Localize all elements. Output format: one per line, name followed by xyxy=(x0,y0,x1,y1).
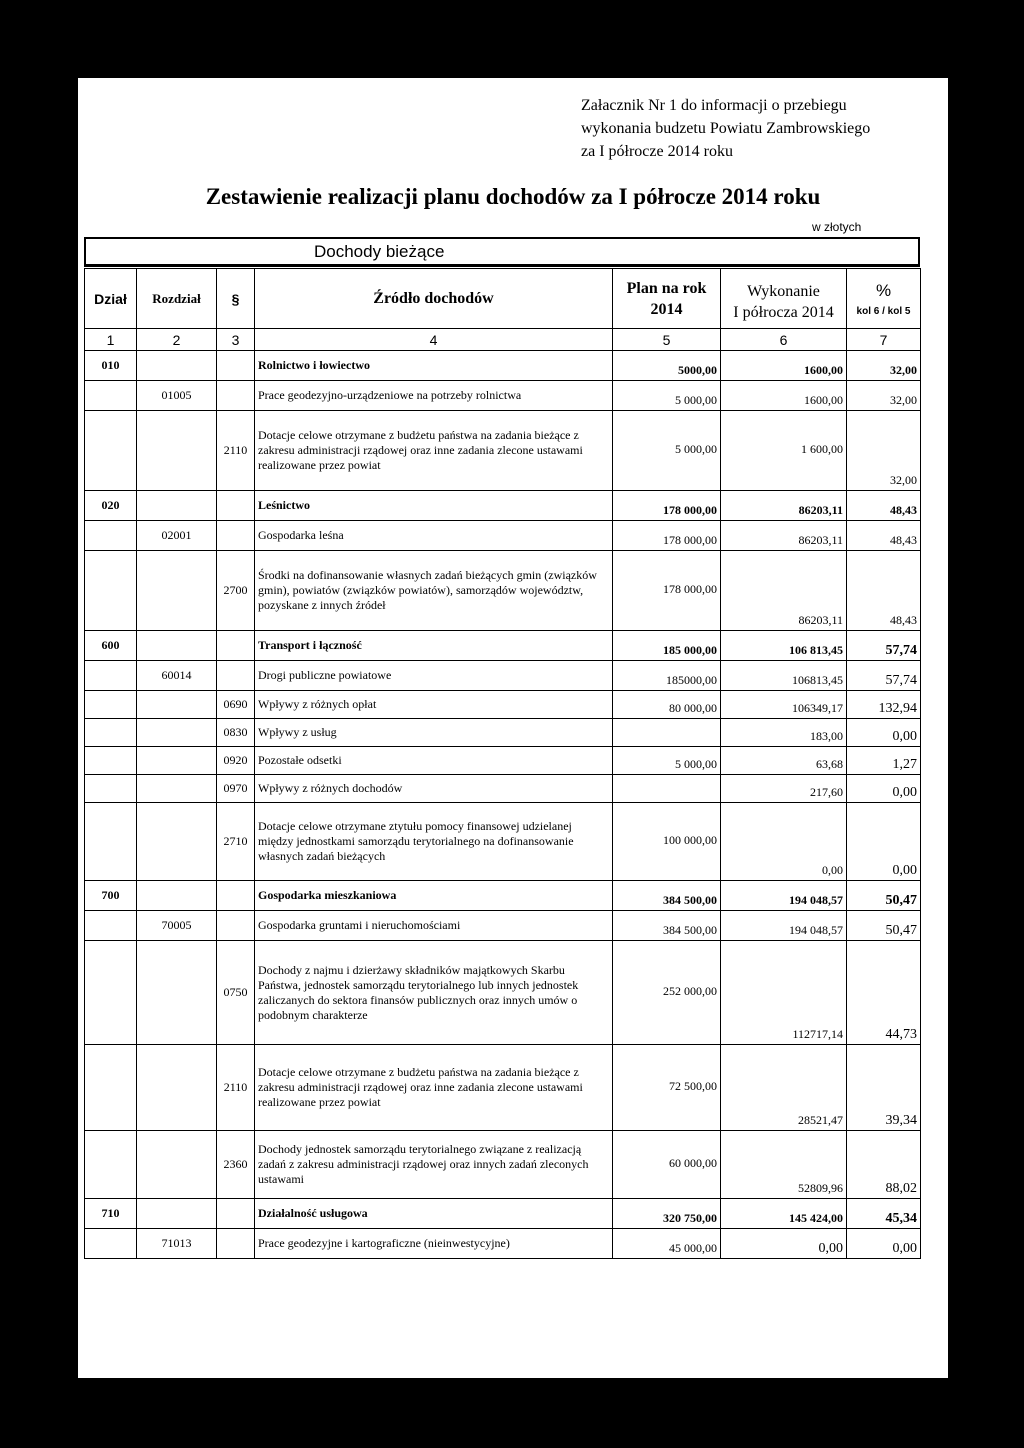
table-row xyxy=(85,351,921,381)
cell-percent: 39,34 xyxy=(847,1045,921,1131)
cell-plan xyxy=(613,775,721,803)
table-row xyxy=(85,775,921,803)
cell-source: Drogi publiczne powiatowe xyxy=(255,661,613,691)
col-header-plan-line1: Plan na rok xyxy=(626,279,707,297)
col-number: 1 xyxy=(85,329,137,351)
table-row xyxy=(85,941,921,1045)
cell-dzial: 710 xyxy=(85,1199,137,1229)
cell-plan: 5 000,00 xyxy=(613,747,721,775)
table-row xyxy=(85,803,921,881)
cell-source: Rolnictwo i łowiectwo xyxy=(255,351,613,381)
table-row xyxy=(85,1199,921,1229)
attachment-line-2: wykonania budzetu Powiatu Zambrowskiego xyxy=(581,120,871,137)
cell-execution: 28521,47 xyxy=(721,1045,847,1131)
col-header-percent-sign: % xyxy=(875,280,892,300)
cell-plan: 80 000,00 xyxy=(613,691,721,719)
cell-percent: 48,43 xyxy=(847,551,921,631)
table-row xyxy=(85,911,921,941)
cell-plan: 178 000,00 xyxy=(613,521,721,551)
cell-percent: 1,27 xyxy=(847,747,921,775)
cell-percent: 50,47 xyxy=(847,881,921,911)
cell-execution: 86203,11 xyxy=(721,521,847,551)
cell-execution: 112717,14 xyxy=(721,941,847,1045)
table-row xyxy=(85,747,921,775)
cell-percent: 0,00 xyxy=(847,775,921,803)
cell-plan: 5000,00 xyxy=(613,351,721,381)
cell-dzial: 010 xyxy=(85,351,137,381)
cell-execution: 183,00 xyxy=(721,719,847,747)
cell-execution: 106813,45 xyxy=(721,661,847,691)
cell-rozdzial: 60014 xyxy=(137,661,217,691)
cell-plan: 5 000,00 xyxy=(613,381,721,411)
table-row xyxy=(85,411,921,491)
cell-percent: 48,43 xyxy=(847,491,921,521)
table-row xyxy=(85,691,921,719)
header-row xyxy=(85,269,921,329)
cell-source: Dochody jednostek samorządu terytorialnego związane z realizacją zadań z zakresu administracji rządowej oraz innych zadań zleconych ustawami xyxy=(255,1131,613,1199)
table-row xyxy=(85,631,921,661)
cell-percent: 50,47 xyxy=(847,911,921,941)
cell-percent: 132,94 xyxy=(847,691,921,719)
cell-dzial: 700 xyxy=(85,881,137,911)
cell-execution: 86203,11 xyxy=(721,551,847,631)
cell-execution: 1 600,00 xyxy=(721,411,847,491)
cell-source: Dochody z najmu i dzierżawy składników majątkowych Skarbu Państwa, jednostek samorządu terytorialnego lub innych jednostek zaliczanych do sektora finansów publicznych oraz innych umów o podobnym charakterze xyxy=(255,941,613,1045)
cell-source: Dotacje celowe otrzymane ztytułu pomocy finansowej udzielanej między jednostkami samorządu terytorialnego na dofinansowanie własnych zadań bieżących xyxy=(255,803,613,881)
cell-paragraph: 0750 xyxy=(217,941,255,1045)
cell-execution: 1600,00 xyxy=(721,381,847,411)
cell-source: Wpływy z różnych opłat xyxy=(255,691,613,719)
cell-execution: 194 048,57 xyxy=(721,911,847,941)
cell-paragraph: 2110 xyxy=(217,411,255,491)
table-row xyxy=(85,1229,921,1259)
cell-execution: 0,00 xyxy=(721,1229,847,1259)
table-row xyxy=(85,719,921,747)
cell-source: Transport i łączność xyxy=(255,631,613,661)
cell-source: Środki na dofinansowanie własnych zadań bieżących gmin (związków gmin), powiatów (związków powiatów), samorządów województw, pozyskane z innych źródeł xyxy=(255,551,613,631)
cell-rozdzial: 70005 xyxy=(137,911,217,941)
cell-plan: 185000,00 xyxy=(613,661,721,691)
cell-paragraph: 0970 xyxy=(217,775,255,803)
col-header-percent-sub: kol 6 / kol 5 xyxy=(856,305,911,317)
cell-source: Dotacje celowe otrzymane z budżetu państwa na zadania bieżące z zakresu administracji rządowej oraz inne zadania zlecone ustawami realizowane przez powiat xyxy=(255,1045,613,1131)
unit-note: w złotych xyxy=(812,220,862,234)
cell-plan: 384 500,00 xyxy=(613,881,721,911)
col-header-rozdzial: Rozdział xyxy=(137,269,217,329)
section-title: Dochody bieżące xyxy=(314,242,445,261)
cell-plan: 384 500,00 xyxy=(613,911,721,941)
cell-percent: 44,73 xyxy=(847,941,921,1045)
cell-percent: 0,00 xyxy=(847,719,921,747)
col-number: 2 xyxy=(137,329,217,351)
table-row xyxy=(85,521,921,551)
cell-execution: 63,68 xyxy=(721,747,847,775)
col-header-dzial: Dział xyxy=(85,269,137,329)
cell-plan: 100 000,00 xyxy=(613,803,721,881)
col-number: 7 xyxy=(847,329,921,351)
cell-rozdzial: 01005 xyxy=(137,381,217,411)
cell-rozdzial: 71013 xyxy=(137,1229,217,1259)
cell-source: Gospodarka leśna xyxy=(255,521,613,551)
col-header-execution-line1: Wykonanie xyxy=(747,282,820,300)
cell-plan: 178 000,00 xyxy=(613,491,721,521)
cell-percent: 32,00 xyxy=(847,381,921,411)
attachment-note xyxy=(581,94,870,163)
cell-percent: 48,43 xyxy=(847,521,921,551)
col-number: 4 xyxy=(255,329,613,351)
cell-source: Wpływy z usług xyxy=(255,719,613,747)
cell-execution: 86203,11 xyxy=(721,491,847,521)
cell-paragraph: 0920 xyxy=(217,747,255,775)
col-header-plan xyxy=(613,269,721,329)
cell-paragraph: 2360 xyxy=(217,1131,255,1199)
section-header xyxy=(84,237,920,267)
cell-paragraph: 2710 xyxy=(217,803,255,881)
cell-source: Prace geodezyjno-urządzeniowe na potrzeby rolnictwa xyxy=(255,381,613,411)
cell-dzial: 600 xyxy=(85,631,137,661)
cell-percent: 57,74 xyxy=(847,661,921,691)
cell-paragraph: 0830 xyxy=(217,719,255,747)
cell-plan: 60 000,00 xyxy=(613,1131,721,1199)
cell-source: Prace geodezyjne i kartograficzne (nieinwestycyjne) xyxy=(255,1229,613,1259)
cell-percent: 32,00 xyxy=(847,411,921,491)
table-row xyxy=(85,661,921,691)
table-row xyxy=(85,1045,921,1131)
col-number: 5 xyxy=(613,329,721,351)
cell-source: Gospodarka gruntami i nieruchomościami xyxy=(255,911,613,941)
cell-source: Pozostałe odsetki xyxy=(255,747,613,775)
cell-source: Gospodarka mieszkaniowa xyxy=(255,881,613,911)
cell-percent: 32,00 xyxy=(847,351,921,381)
col-number: 3 xyxy=(217,329,255,351)
table-row xyxy=(85,551,921,631)
cell-execution: 106349,17 xyxy=(721,691,847,719)
cell-paragraph: 0690 xyxy=(217,691,255,719)
cell-plan: 72 500,00 xyxy=(613,1045,721,1131)
attachment-line-1: Załacznik Nr 1 do informacji o przebiegu xyxy=(581,97,847,114)
cell-execution: 145 424,00 xyxy=(721,1199,847,1229)
col-header-execution xyxy=(721,269,847,329)
cell-percent: 0,00 xyxy=(847,1229,921,1259)
cell-plan: 320 750,00 xyxy=(613,1199,721,1229)
attachment-line-3: za I półrocze 2014 roku xyxy=(581,143,733,160)
cell-percent: 88,02 xyxy=(847,1131,921,1199)
table-row xyxy=(85,381,921,411)
cell-percent: 0,00 xyxy=(847,803,921,881)
cell-source: Wpływy z różnych dochodów xyxy=(255,775,613,803)
col-header-paragraph: § xyxy=(217,269,255,329)
cell-execution: 217,60 xyxy=(721,775,847,803)
col-header-plan-line2: 2014 xyxy=(650,300,683,318)
cell-execution: 106 813,45 xyxy=(721,631,847,661)
table-row xyxy=(85,1131,921,1199)
col-header-source: Źródło dochodów xyxy=(255,269,613,329)
cell-percent: 45,34 xyxy=(847,1199,921,1229)
column-number-row xyxy=(85,329,921,351)
cell-percent: 57,74 xyxy=(847,631,921,661)
cell-plan xyxy=(613,719,721,747)
col-header-percent xyxy=(847,269,921,329)
table-row xyxy=(85,491,921,521)
cell-source: Dotacje celowe otrzymane z budżetu państwa na zadania bieżące z zakresu administracji rządowej oraz inne zadania zlecone ustawami realizowane przez powiat xyxy=(255,411,613,491)
cell-source: Działalność usługowa xyxy=(255,1199,613,1229)
cell-rozdzial: 02001 xyxy=(137,521,217,551)
cell-execution: 0,00 xyxy=(721,803,847,881)
cell-plan: 45 000,00 xyxy=(613,1229,721,1259)
table-row xyxy=(85,881,921,911)
col-header-execution-line2: I półrocza 2014 xyxy=(733,303,834,321)
cell-plan: 185 000,00 xyxy=(613,631,721,661)
cell-plan: 5 000,00 xyxy=(613,411,721,491)
cell-execution: 1600,00 xyxy=(721,351,847,381)
cell-dzial: 020 xyxy=(85,491,137,521)
cell-paragraph: 2110 xyxy=(217,1045,255,1131)
income-table xyxy=(84,268,921,1259)
cell-execution: 194 048,57 xyxy=(721,881,847,911)
document-page xyxy=(78,78,948,1378)
col-number: 6 xyxy=(721,329,847,351)
cell-paragraph: 2700 xyxy=(217,551,255,631)
cell-plan: 178 000,00 xyxy=(613,551,721,631)
cell-plan: 252 000,00 xyxy=(613,941,721,1045)
cell-execution: 52809,96 xyxy=(721,1131,847,1199)
document-title: Zestawienie realizacji planu dochodów za I półrocze 2014 roku xyxy=(205,184,821,209)
cell-source: Leśnictwo xyxy=(255,491,613,521)
